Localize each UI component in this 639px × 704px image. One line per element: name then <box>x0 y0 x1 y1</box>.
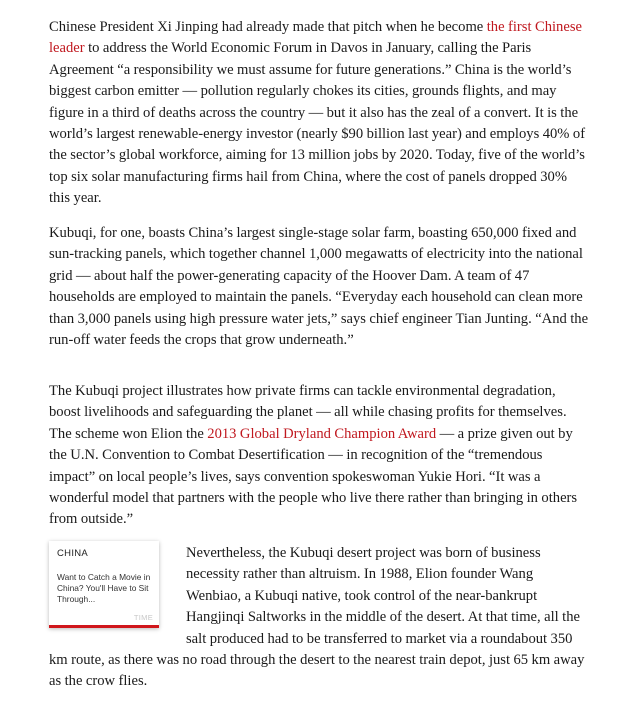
paragraph-3-text-end: — a prize given out by the U.N. Convention to Combat Desertification — in recognition of the “tremendous impact” on local people’s lives, says convention spokeswoman Yukie Hori. “It was a wonderful model that partners with the people who live there rather than bringing in others from outside.” <box>49 425 578 528</box>
paragraph-3-text-start: The Kubuqi project illustrates how private firms can tackle environmental degradation, boost livelihoods and safeguarding the planet — all while chasing profits for themselves. The scheme won Elion the <box>49 383 567 442</box>
paragraph-4-rest: salt produced had to be transferred to market via a roundabout 350 km route, as there was no road through the desert to the nearest train depot, just 65 km away as the crow flies. <box>49 630 585 690</box>
card-accent-bar <box>49 625 159 628</box>
paragraph-4-line-3: Wenbiao, a Kubuqi native, took control of the near-bankrupt <box>186 587 538 604</box>
related-article-card[interactable] <box>49 541 159 628</box>
card-section-label: CHINA <box>57 548 89 559</box>
paragraph-1-text-start: Chinese President Xi Jinping had already made that pitch when he become <box>49 19 487 35</box>
paragraph-4-line-2: necessity rather than altruism. In 1988, Elion founder Wang <box>186 566 534 583</box>
dryland-champion-award-link[interactable]: 2013 Global Dryland Champion Award <box>207 425 437 442</box>
paragraph-4-line-1: Nevertheless, the Kubuqi desert project was born of business <box>186 545 541 561</box>
paragraph-1-text-end: to address the World Economic Forum in Davos in January, calling the Paris Agreement “a responsibility we must assume for future generations.” China is the world’s biggest carbon emitter — pollution regularly chokes its cities, grounds flights, and may figure in a third of deaths across the country — but it also has the zeal of a convert. It is the world’s largest renewable-energy investor (nearly $90 billion last year) and employs 40% of the sector’s global workforce, aiming for 13 million jobs by 2020. Today, five of the world’s top six solar manufacturing firms hail from China, where the cost of panels dropped 30% this year. <box>49 40 586 207</box>
card-headline[interactable]: Want to Catch a Movie in China? You'll Have to Sit Through... <box>57 572 151 604</box>
paragraph-4-line-4: Hangjinqi Saltworks in the middle of the desert. At that time, all the <box>186 609 580 626</box>
paragraph-2: Kubuqi, for one, boasts China’s largest single-stage solar farm, boasting 650,000 fixed and sun-tracking panels, which together channel 1,000 megawatts of electricity into the national grid — about half the power-generating capacity of the Hoover Dam. A team of 47 households are employed to maintain the panels. “Everyday each household can clean more than 3,000 panels using high pressure water jets,” says chief engineer Tian Junting. “And the run-off water feeds the crops that grow underneath.” <box>49 225 589 349</box>
card-brand-logo: TIME <box>133 613 153 622</box>
paragraph-3 <box>49 381 589 531</box>
paragraph-1 <box>49 17 589 210</box>
first-chinese-leader-link[interactable]: the first Chinese leader <box>49 19 582 57</box>
